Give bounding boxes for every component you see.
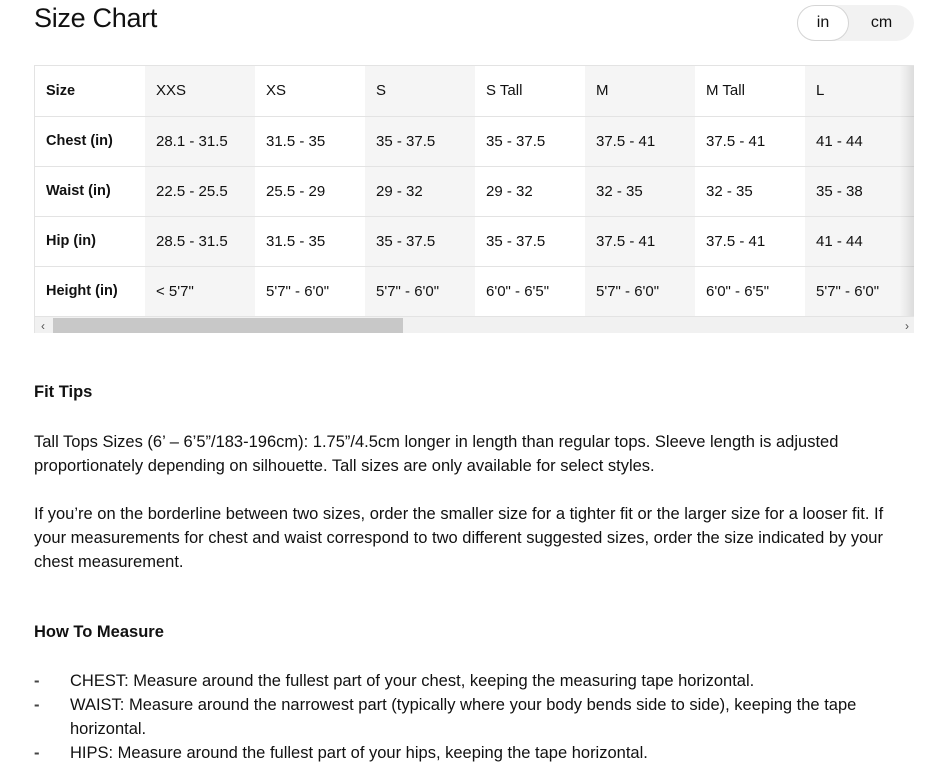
table-cell: 37.5 - 41 <box>695 216 805 266</box>
table-cell: 5'7" - 6'0" <box>805 266 914 316</box>
table-row <box>35 166 914 216</box>
measure-waist-text: WAIST: Measure around the narrowest part (typically where your body bends side to side), keeping the tape horizontal. <box>70 696 857 738</box>
size-header-m-tall: M Tall <box>695 66 805 116</box>
chevron-left-icon[interactable]: ‹ <box>41 318 45 333</box>
unit-cm-button[interactable]: cm <box>870 14 893 31</box>
bullet-marker: - <box>34 744 40 762</box>
bullet-marker: - <box>34 672 40 690</box>
table-cell: 6'0" - 6'5" <box>475 266 585 316</box>
table-cell: 29 - 32 <box>365 166 475 216</box>
table-cell: 41 - 44 <box>805 116 914 166</box>
fit-tips-heading: Fit Tips <box>34 383 93 401</box>
table-cell: 32 - 35 <box>585 166 695 216</box>
measure-list <box>34 669 919 765</box>
row-header-size: Size <box>35 66 145 116</box>
size-header-s-tall: S Tall <box>475 66 585 116</box>
table-cell: 41 - 44 <box>805 216 914 266</box>
table-cell: 29 - 32 <box>475 166 585 216</box>
size-header-xxs: XXS <box>145 66 255 116</box>
table-cell: 37.5 - 41 <box>585 216 695 266</box>
table-cell: < 5'7" <box>145 266 255 316</box>
fit-tips-paragraph-borderline: If you’re on the borderline between two sizes, order the smaller size for a tighter fit or the larger size for a looser fit. If your measurements for chest and waist correspond to two different suggested sizes, order the size indicated by your chest measurement. <box>34 505 884 571</box>
size-table-container[interactable] <box>34 65 914 333</box>
list-item <box>34 741 919 765</box>
table-cell: 28.5 - 31.5 <box>145 216 255 266</box>
row-header-waist: Waist (in) <box>35 166 145 216</box>
list-item <box>34 693 919 741</box>
measure-chest-text: CHEST: Measure around the fullest part of your chest, keeping the measuring tape horizontal. <box>70 672 755 690</box>
horizontal-scrollbar[interactable] <box>35 317 914 333</box>
size-table <box>35 66 914 317</box>
table-cell: 5'7" - 6'0" <box>365 266 475 316</box>
how-to-measure-heading: How To Measure <box>34 623 164 641</box>
table-cell: 35 - 37.5 <box>365 216 475 266</box>
size-header-m: M <box>585 66 695 116</box>
size-header-l: L <box>805 66 914 116</box>
table-cell: 6'0" - 6'5" <box>695 266 805 316</box>
table-cell: 22.5 - 25.5 <box>145 166 255 216</box>
table-cell: 5'7" - 6'0" <box>585 266 695 316</box>
table-row <box>35 216 914 266</box>
fit-tips-paragraph-tall: Tall Tops Sizes (6’ – 6’5”/183-196cm): 1.75”/4.5cm longer in length than regular tops. Sleeve length is adjusted proportionately depending on silhouette. Tall sizes are only available for select styles. <box>34 433 839 475</box>
unit-toggle <box>797 5 914 41</box>
measure-hips-text: HIPS: Measure around the fullest part of your hips, keeping the tape horizontal. <box>70 744 648 762</box>
list-item <box>34 669 919 693</box>
scrollbar-thumb[interactable] <box>53 318 403 333</box>
table-cell: 32 - 35 <box>695 166 805 216</box>
chevron-right-icon[interactable]: › <box>905 318 909 333</box>
bullet-marker: - <box>34 696 40 714</box>
table-cell: 31.5 - 35 <box>255 216 365 266</box>
page-title: Size Chart <box>34 3 158 33</box>
table-header-row <box>35 66 914 116</box>
table-row <box>35 116 914 166</box>
table-cell: 31.5 - 35 <box>255 116 365 166</box>
row-header-chest: Chest (in) <box>35 116 145 166</box>
table-row <box>35 266 914 316</box>
table-cell: 37.5 - 41 <box>695 116 805 166</box>
row-header-hip: Hip (in) <box>35 216 145 266</box>
table-cell: 35 - 38 <box>805 166 914 216</box>
size-header-s: S <box>365 66 475 116</box>
table-cell: 37.5 - 41 <box>585 116 695 166</box>
table-cell: 35 - 37.5 <box>475 116 585 166</box>
table-cell: 5'7" - 6'0" <box>255 266 365 316</box>
table-cell: 28.1 - 31.5 <box>145 116 255 166</box>
table-cell: 35 - 37.5 <box>475 216 585 266</box>
table-cell: 25.5 - 29 <box>255 166 365 216</box>
table-cell: 35 - 37.5 <box>365 116 475 166</box>
size-header-xs: XS <box>255 66 365 116</box>
row-header-height: Height (in) <box>35 266 145 316</box>
unit-in-button[interactable]: in <box>797 5 849 41</box>
